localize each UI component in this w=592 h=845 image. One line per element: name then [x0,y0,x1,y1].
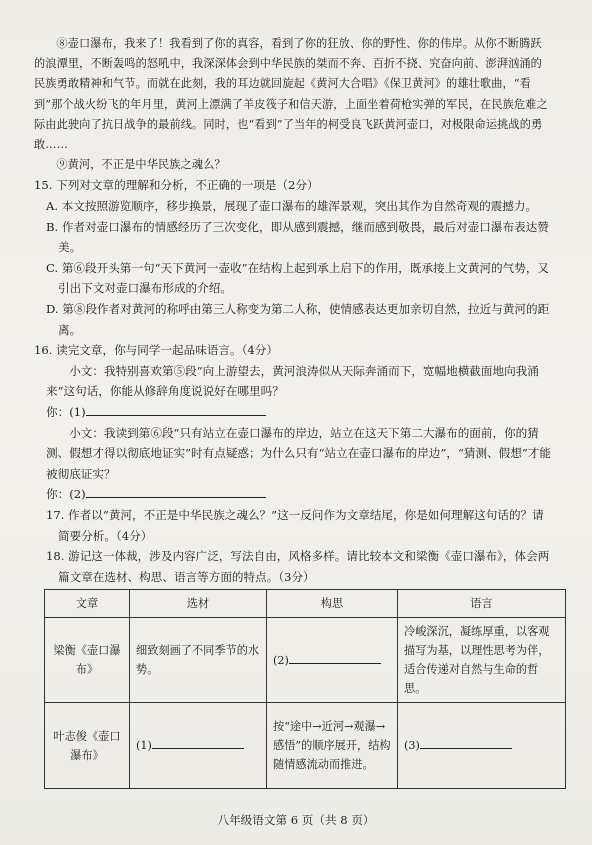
row2-language [398,703,566,789]
row1-language: 冷峻深沉，凝练厚重，以客观描写为基，以理性思考为伴，适合传递对自然与生命的哲思。 [398,618,566,703]
row1-idea-blank[interactable] [289,651,381,664]
q18-stem: 18. 游记这一体裁，涉及内容广泛，写法自由，风格多样。请比较本文和梁衡《壶口瀑布》，体会两篇文章在选材、构思、语言等方面的特点。（3分） [46,549,550,584]
question-15 [34,175,552,340]
comparison-table [44,589,566,789]
row2-language-label: (3) [404,739,420,753]
q15-stem: 15. 下列对文章的理解和分析，不正确的一项是（2分） [34,178,319,193]
passage-paragraph-9: ⑨黄河，不正是中华民族之魂么？ [56,158,226,172]
table-row [45,703,566,789]
row1-material: 细致刻画了不同季节的水势。 [130,618,267,703]
row2-idea: 按“途中→近河→观瀑→感悟”的顺序展开，结构随情感流动而推进。 [267,703,398,789]
q16-answer-2 [34,484,552,505]
q16-stem: 16. 读完文章，你与同学一起品味语言。（4分） [34,343,278,358]
passage-paragraph-8: ⑧壶口瀑布，我来了！我看到了你的真容，看到了你的狂放、你的野性、你的伟岸。从你不断腾跃的浪潭里，不断轰鸣的怒吼中，我深深体会到中华民族的桀而不奔、百折不挠、究奋向前、澎湃汹涌的民族勇敢精神和气节。而就在此刻，我的耳边就回旋起《黄河大合唱》《保卫黄河》的雄壮歌曲，“看到”那个战火纷飞的年月里，黄河上漂满了羊皮筏子和信天游，上面坐着荷枪实弹的军民，在民族危难之际由此驶向了抗日战争的最前线。同时，也“看到”了当年的柯受良飞跃黄河壶口，对极限命运挑战的勇敢…… [34,37,548,152]
row2-material [130,703,267,789]
q16-answer-1-label: 你：(1) [46,404,86,419]
q16-xiaowen-1: 小文：我特别喜欢第⑤段“向上游望去，黄河浪涛似从天际奔涌而下，宽幅地横截面地向我涌来”这句话，你能从修辞角度说说好在哪里吗？ [46,363,539,399]
header-language: 语言 [398,590,566,618]
page-footer: 八年级语文第 6 页（共 8 页） [217,813,375,827]
header-material: 选材 [130,590,267,618]
header-article: 文章 [45,590,130,618]
q16-answer-2-label: 你：(2) [46,487,86,502]
table-row [45,618,566,703]
row2-language-blank[interactable] [420,736,512,749]
question-18 [34,546,552,789]
row2-material-blank[interactable] [152,736,244,749]
q15-option-c: C. 第⑥段开头第一句“天下黄河一壶收”在结构上起到承上启下的作用，既承接上文黄河的气势，又引出下文对壶口瀑布形成的介绍。 [46,260,550,296]
q16-answer-2-blank[interactable] [86,485,266,498]
question-17 [34,505,552,546]
q17-stem: 17. 作者以“黄河，不正是中华民族之魂么？”这一反问作为文章结尾，你是如何理解这句话的？请简要分析。（4分） [46,507,544,543]
row1-article: 梁衡《壶口瀑布》 [45,618,130,703]
q15-option-b: B. 作者对壶口瀑布的情感经历了三次变化，即从感到震撼，继而感到敬畏，最后对壶口瀑布表达赞美。 [46,219,549,255]
q16-answer-1-blank[interactable] [86,403,266,416]
table-header-row [45,590,566,618]
header-idea: 构思 [267,590,398,618]
row2-material-label: (1) [136,739,152,753]
question-16 [34,340,552,505]
q16-xiaowen-2: 小文：我读到第⑥段“只有站立在壶口瀑布的岸边，站立在这天下第二大瀑布的面前，你的猜测、假想才得以彻底地证实”时有点疑惑；为什么只有“站立在壶口瀑布的岸边”，“猜测、假想”才能被彻底证实？ [46,425,551,481]
row1-idea-label: (2) [273,653,289,667]
q15-option-d: D. 第⑧段作者对黄河的称呼由第三人称变为第二人称，使情感表达更加亲切自然，拉近与黄河的距离。 [46,301,550,337]
row1-idea [267,618,398,703]
row2-article: 叶志俊《壶口瀑布》 [45,703,130,789]
q16-answer-1 [34,402,552,423]
q15-option-a: A. 本文按照游览顺序，移步换景，展现了壶口瀑布的雄浑景观，突出其作为自然奇观的震撼力。 [46,199,538,214]
